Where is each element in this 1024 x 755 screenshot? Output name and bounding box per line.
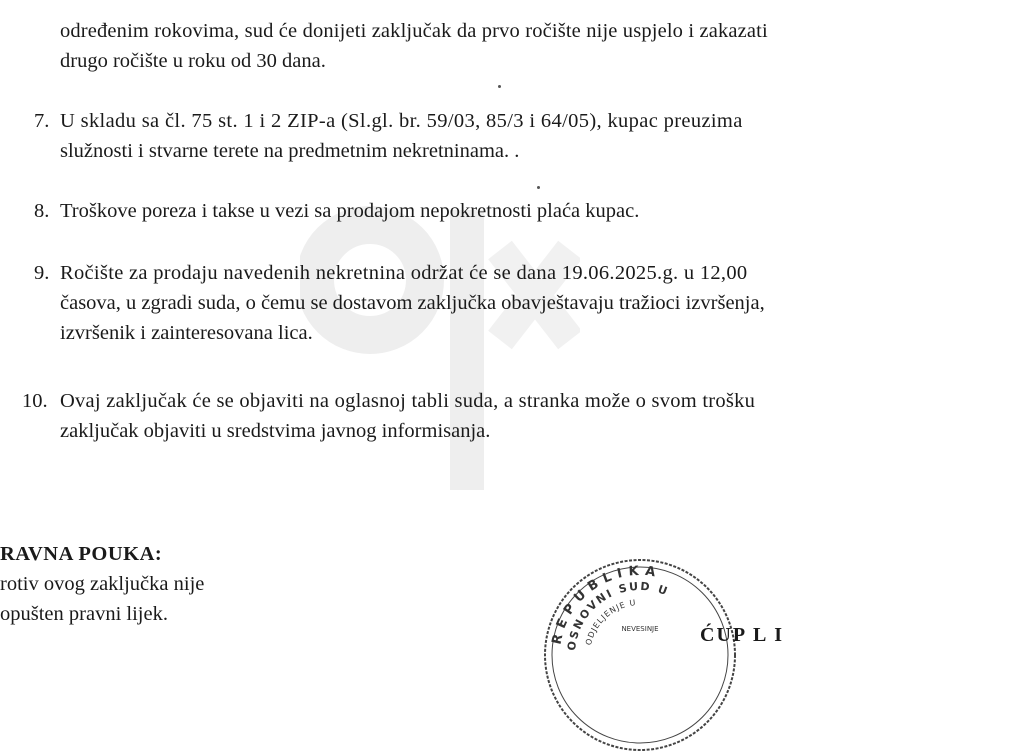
intro-line-1: određenim rokovima, sud će donijeti zaključak da prvo ročište nije uspjelo i zakazati — [60, 20, 768, 42]
item-9-line-2: časova, u zgradi suda, o čemu se dostavom zaključka obavještavaju tražioci izvršenja, — [60, 292, 765, 314]
olx-watermark — [300, 190, 580, 520]
item-number: 10. — [22, 390, 48, 412]
stamp-inner-text: ODJELJENJE U — [583, 598, 637, 647]
legal-remedy-line-2: opušten pravni lijek. — [0, 603, 168, 625]
court-stamp — [540, 555, 740, 755]
intro-line-2: drugo ročište u roku od 30 dana. — [60, 50, 326, 72]
item-number: 9. — [34, 262, 50, 284]
stamp-outer-text: REPUBLIKA — [549, 563, 663, 646]
item-7-line-1: U skladu sa čl. 75 st. 1 i 2 ZIP-a (Sl.gl. br. 59/03, 85/3 i 64/05), kupac preuzima — [60, 110, 743, 132]
item-10-line-1: Ovaj zaključak će se objaviti na oglasnoj tabli suda, a stranka može o svom trošku — [60, 390, 756, 412]
stamp-ring-text: OSNOVNI SUD U — [564, 579, 671, 652]
legal-remedy-line-1: rotiv ovog zaključka nije — [0, 573, 205, 595]
stamp-small-text: NEVESINJE — [621, 625, 659, 633]
item-number: 7. — [34, 110, 50, 132]
item-8-line-1: Troškove poreza i takse u vezi sa prodajom nepokretnosti plaća kupac. — [60, 200, 640, 222]
svg-text:REPUBLIKA — [550, 564, 663, 646]
speck-dot — [537, 186, 540, 189]
speck-dot — [498, 85, 501, 88]
legal-remedy-heading: RAVNA POUKA: — [0, 543, 163, 565]
signature-name-fragment: ĆUP L I — [700, 624, 785, 646]
item-7-line-2: služnosti i stvarne terete na predmetnim nekretninama. . — [60, 140, 520, 162]
item-number: 8. — [34, 200, 50, 222]
item-9-line-3: izvršenik i zainteresovana lica. — [60, 322, 313, 344]
item-10-line-2: zaključak objaviti u sredstvima javnog informisanja. — [60, 420, 491, 442]
item-9-line-1: Ročište za prodaju navedenih nekretnina održat će se dana 19.06.2025.g. u 12,00 — [60, 262, 748, 284]
